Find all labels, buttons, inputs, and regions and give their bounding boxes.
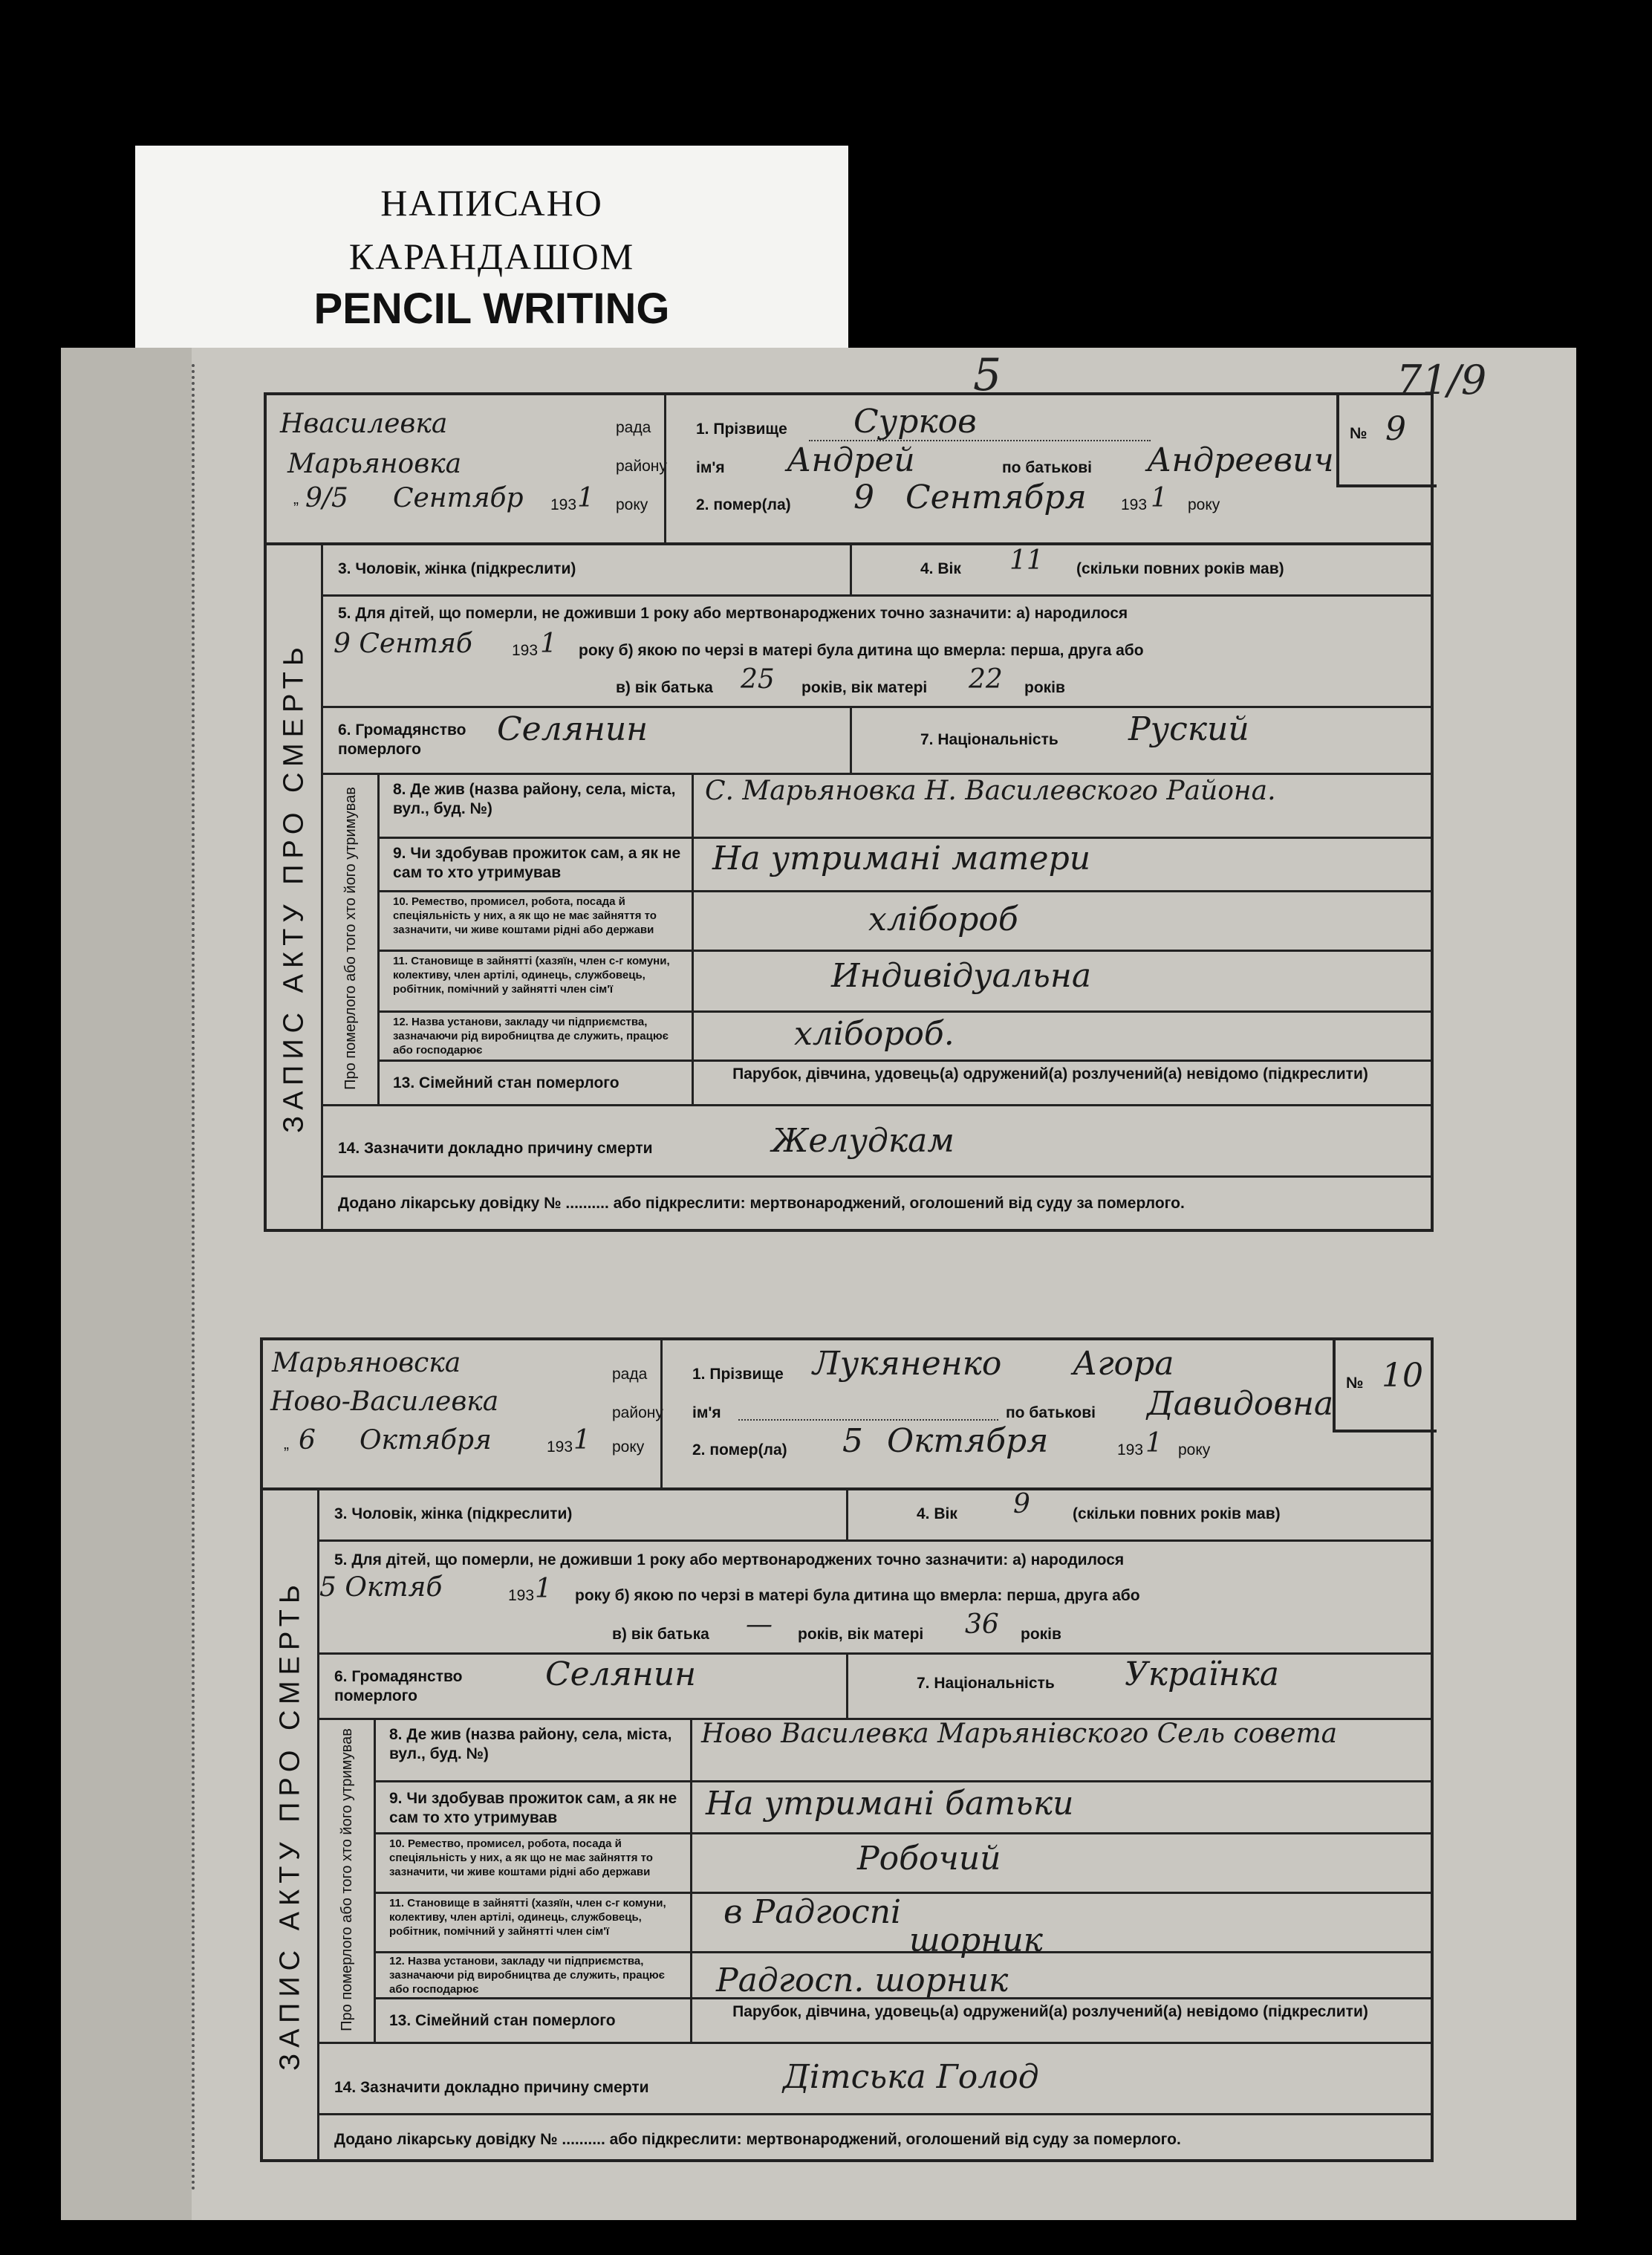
page-binding [61,348,192,2220]
citizenship-value: Селянин [545,1655,697,1693]
page-number-mark: 5 [973,349,1002,401]
death-record-form-1 [264,392,1434,1232]
surname-label: 1. Прізвище [696,421,787,438]
field-13-marital: 13. Сімейний стан померлого [389,2012,616,2029]
side-sub-column [323,773,380,1104]
father-age: — [746,1609,773,1640]
number-sign: № [1346,1375,1364,1392]
reg-month: Октября [360,1425,492,1456]
died-month: Октября [887,1422,1049,1460]
field-5a: 5. Для дітей, що померли, не доживши 1 року або мертвонароджених точно зазначити: а) народилося [338,605,1128,622]
died-year: 1 [1145,1428,1162,1459]
support-value: На утримані матери [712,840,1091,877]
field-12-workplace: 12. Назва установи, закладу чи підприємства, зазначаючи рід виробництва де служить, працює або господарює [389,1955,665,1996]
cause-value: Желудкам [772,1122,955,1160]
side-title-column [263,1487,319,2162]
year-label: року [612,1438,645,1456]
field-8-residence: 8. Де жив (назва району, села, міста, вул., буд. №) [389,1726,672,1762]
nationality-value: Руский [1128,710,1249,748]
surname-value: Лукяненко [813,1345,1002,1383]
died-year: 1 [1151,483,1168,513]
born-value: 9 Сентяб [334,629,472,659]
died-year-prefix: 193 [1117,1441,1144,1459]
reg-year-prefix: 193 [550,496,577,513]
field-5b: року б) якою по черзі в матері була дитина що вмерла: перша, друга або [579,642,1144,659]
field-5c3: років [1024,679,1065,696]
occupation-value: хлібороб [868,901,1018,938]
died-year-label: року [1178,1441,1211,1459]
year-label: року [616,496,648,513]
rayon-value: Марьяновка [287,449,462,479]
workplace-value: хлібороб. [794,1015,955,1053]
born-year-prefix: 193 [508,1587,535,1604]
born-year-prefix: 193 [512,642,539,659]
record-header: Нвасилевка рада Марьяновка району „ 9/5 Сентябр 193 1 року 1. Прізвище Сурков ім'я Андрей по батькові Андреевич 2. помер(ла) 9 Сентября 193 1 року № 9 [267,395,1431,545]
rada-value: Нвасилевка [280,409,448,439]
reg-day: 9/5 [305,483,348,513]
field-11-status: 11. Становище в зайнятті (хазяїн, член с-г комуни, колективу, член артілі, одинець, службовець, робітник, помічний у зайнятті член сім'ї [389,1897,666,1938]
surname-label: 1. Прізвище [692,1366,784,1383]
born-year: 1 [540,629,557,659]
reg-year-prefix: 193 [547,1438,573,1456]
record-number: 10 [1382,1357,1423,1395]
name-label: ім'я [692,1404,721,1421]
death-record-form-2 [260,1337,1434,2162]
mother-age: 36 [965,1609,999,1640]
status-value-2: шорник [909,1921,1043,1959]
field-14-cause: 14. Зазначити докладно причину смерти [338,1140,653,1157]
note-line-2: КАРАНДАШОМ [348,236,635,277]
record-header: Марьяновска рада Ново-Василевка району „ 6 Октября 193 1 року 1. Прізвище Лукяненко Агора ім'я по батькові Давидовна 2. помер(ла) 5 Октября 193 1 року № 10 [263,1340,1431,1490]
field-7-nationality: 7. Національність [920,731,1058,748]
note-line-1: НАПИСАНО [380,182,603,224]
surname-value: Сурков [853,403,977,441]
born-value: 5 Октяб [319,1572,443,1603]
reg-day: 6 [299,1425,316,1456]
field-5c: в) вік батька [616,679,713,696]
died-label: 2. помер(ла) [696,496,791,513]
residence-value: С. Марьяновка Н. Василевского Района. [705,776,1276,806]
field-8-residence: 8. Де жив (назва району, села, міста, вул., буд. №) [393,781,676,817]
mother-age: 22 [969,664,1003,695]
patronymic-label: по батькові [1002,459,1092,476]
rayon-label: району [616,458,667,475]
field-4-age: 4. Вік [920,560,961,577]
status-value: в Радгоспі [723,1893,902,1931]
marital-options: Парубок, дівчина, удовець(а) одружений(а) розлучений(а) невідомо (підкреслити) [732,2003,1368,2020]
footer-note: Додано лікарську довідку № .......... або підкреслити: мертвонароджений, оголошений від суду за померлого. [338,1195,1185,1212]
name-value: Агора [1073,1345,1174,1383]
rada-value: Марьяновска [272,1348,461,1378]
reg-month: Сентябр [393,483,524,513]
record-number-box [1336,395,1437,487]
field-7-nationality: 7. Національність [917,1675,1055,1692]
field-10-occupation: 10. Ремество, промисел, робота, посада й спеціяльність у них, а як що не має зайняття то зазначити, чи живе коштами рідні або держави [393,895,657,936]
born-year: 1 [535,1574,552,1604]
rayon-value: Ново-Василевка [270,1386,499,1417]
side-title: ЗАПИС АКТУ ПРО СМЕРТЬ [278,641,309,1133]
support-value: На утримані батьки [706,1785,1074,1823]
father-age: 25 [741,664,775,695]
rada-label: рада [616,419,651,436]
field-12-workplace: 12. Назва установи, закладу чи підприємства, зазначаючи рід виробництва де служить, працює або господарює [393,1016,669,1057]
patronymic-value: Андреевич [1147,441,1334,479]
marital-options: Парубок, дівчина, удовець(а) одружений(а) розлучений(а) невідомо (підкреслити) [732,1065,1368,1083]
died-label: 2. помер(ла) [692,1441,787,1459]
name-value: Андрей [787,441,915,479]
field-5c3: років [1021,1626,1061,1643]
name-label: ім'я [696,459,725,476]
field-4-age: 4. Вік [917,1505,957,1522]
field-5c: в) вік батька [612,1626,709,1643]
citizenship-value: Селянин [497,710,648,748]
field-6-citizenship: 6. Громадянство померлого [334,1668,463,1704]
age-tail: (скільки повних років мав) [1073,1505,1281,1522]
number-sign: № [1350,425,1368,442]
field-5b: року б) якою по черзі в матері була дитина що вмерла: перша, друга або [575,1587,1140,1604]
field-3-gender: 3. Чоловік, жінка (підкреслити) [338,560,576,577]
reg-year: 1 [577,483,594,513]
record-number-box [1333,1340,1437,1433]
pencil-writing-note [135,146,848,366]
patronymic-value: Давидовна [1147,1385,1334,1423]
side-sub-column [319,1718,376,2042]
age-value: 11 [1009,545,1044,576]
field-9-support: 9. Чи здобував прожиток сам, а як не сам то хто утримував [389,1790,677,1826]
age-tail: (скільки повних років мав) [1076,560,1284,577]
side-title: ЗАПИС АКТУ ПРО СМЕРТЬ [274,1579,305,2071]
field-5c2: років, вік матері [798,1626,924,1643]
record-number: 9 [1385,410,1406,448]
field-13-marital: 13. Сімейний стан померлого [393,1074,620,1091]
workplace-value: Радгосп. шорник [716,1962,1009,1999]
nationality-value: Українка [1125,1655,1280,1693]
field-6-citizenship: 6. Громадянство померлого [338,721,466,758]
died-year-label: року [1188,496,1220,513]
occupation-value: Робочий [857,1840,1001,1878]
field-11-status: 11. Становище в зайнятті (хазяїн, член с-г комуни, колективу, член артілі, одинець, службовець, робітник, помічний у зайнятті член сім'ї [393,955,670,996]
rada-label: рада [612,1366,648,1383]
died-year-prefix: 193 [1121,496,1148,513]
status-value: Индивідуальна [831,957,1092,995]
side-sub-title: Про померлого або того хто його утримував [338,1728,355,2031]
binding-holes [192,364,201,2192]
patronymic-label: по батькові [1006,1404,1096,1421]
side-sub-title: Про померлого або того хто його утримував [342,787,359,1090]
field-3-gender: 3. Чоловік, жінка (підкреслити) [334,1505,573,1522]
field-5c2: років, вік матері [801,679,928,696]
footer-note: Додано лікарську довідку № .......... або підкреслити: мертвонароджений, оголошений від суду за померлого. [334,2131,1181,2148]
field-5a: 5. Для дітей, що померли, не доживши 1 року або мертвонароджених точно зазначити: а) народилося [334,1551,1125,1568]
note-line-3: PENCIL WRITING [313,285,670,333]
reg-year: 1 [573,1425,591,1456]
age-value: 9 [1013,1489,1030,1519]
field-9-support: 9. Чи здобував прожиток сам, а як не сам то хто утримував [393,845,681,881]
cause-value: Дітська Голод [783,2058,1039,2096]
residence-value: Ново Василевка Марьянівского Сель совета [701,1719,1338,1749]
died-month: Сентября [905,478,1087,516]
corner-mark: 71/9 [1396,357,1487,403]
died-day: 9 [853,478,874,516]
field-14-cause: 14. Зазначити докладно причину смерти [334,2079,649,2096]
side-title-column [267,542,323,1232]
field-10-occupation: 10. Ремество, промисел, робота, посада й спеціяльність у них, а як що не має зайняття то зазначити, чи живе коштами рідні або держави [389,1837,653,1878]
died-day: 5 [842,1422,863,1460]
rayon-label: району [612,1404,663,1421]
